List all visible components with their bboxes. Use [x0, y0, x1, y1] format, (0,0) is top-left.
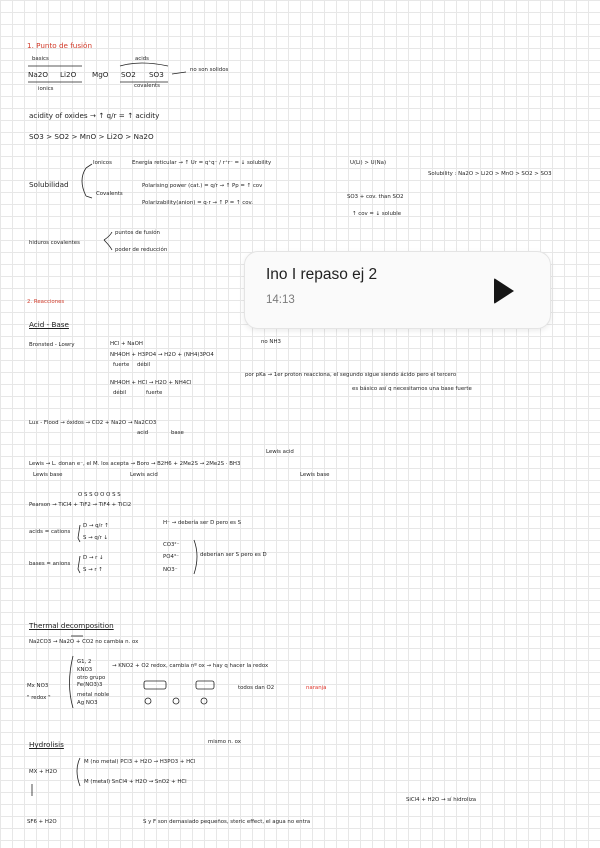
sicl4-hydrolysis: SiCl4 + H2O → sí hidroliza — [406, 797, 477, 803]
label-basics: basics — [32, 56, 49, 62]
otro-grupo: otro grupo — [77, 675, 106, 681]
label-fuerte: fuerte — [113, 362, 130, 368]
label-covalents: covalents — [134, 83, 160, 89]
formula-li2o: Li2O — [60, 70, 77, 79]
reaction-nh4oh-h3po4: NH4OH + H3PO4 → H2O + (NH4)3PO4 — [110, 352, 214, 358]
label-lux-acid: acid — [137, 430, 149, 436]
sf6-h2o: SF6 + H2O — [27, 819, 57, 825]
voice-note-title: Ino I repaso ej 2 — [266, 266, 378, 283]
poder-reduccion: poder de reducción — [115, 247, 168, 253]
section-title-punto-fusion: 1. Punto de fusión — [27, 41, 93, 50]
metal-noble: metal noble — [77, 692, 110, 698]
label-lewis-base-2: Lewis base — [300, 472, 330, 478]
puntos-fusion: puntos de fusión — [115, 230, 160, 236]
label-lux-base: base — [171, 430, 184, 436]
formula-so2: SO2 — [121, 70, 136, 79]
d-r-down: D → r ↓ — [83, 555, 104, 561]
label-fuerte-2: fuerte — [146, 390, 163, 396]
label-solubilidad: Solubilidad — [29, 180, 69, 189]
formula-so3: SO3 — [149, 70, 164, 79]
section-title-reacciones: 2. Reacciones — [27, 299, 65, 305]
na2co3-reaction: Na2CO3 → Na2O + CO2 no cambia n. ox — [29, 639, 139, 645]
no3-ion: NO3⁻ — [163, 567, 178, 573]
u-comparison: U(Li) > U(Na) — [350, 160, 387, 166]
hidruros-covalentes: hiduros covalentes — [29, 240, 80, 246]
s-q-r-down: S → q/r ↓ — [83, 535, 109, 541]
steric-note: S y F son demasiado pequeños, steric effect, el agua no entra — [143, 819, 311, 825]
pearson-marks: O S S O O O S S — [78, 492, 121, 498]
co3-ion: CO3²⁻ — [163, 542, 180, 548]
h-minus-note: H⁻ → debería ser D pero es S — [163, 520, 242, 526]
label-bronsted: Bronsted - Lowry — [29, 342, 75, 348]
lux-flood-line: Lux - Flood → óxidos → CO2 + Na2O → Na2CO3 — [29, 420, 157, 426]
cov-soluble: ↑ cov = ↓ soluble — [352, 211, 402, 217]
hydrolysis-sncl4: M (metal) SnCl4 + H2O → SnO2 + HCl — [84, 779, 187, 785]
bases-anions: bases = anions — [29, 561, 71, 567]
formula-mgo: MgO — [92, 70, 109, 79]
hydrolysis-pcl3: M (no metal) PCl3 + H2O → H3PO3 + HCl — [84, 759, 196, 765]
play-icon[interactable] — [494, 278, 514, 304]
reaction-hcl-naoh: HCl + NaOH — [110, 341, 143, 347]
note-no-nh3: no NH3 — [261, 339, 281, 345]
label-ionics: ionics — [38, 86, 54, 92]
lewis-line: Lewis → L. donan e⁻, el M. los acepta → Boro → B2H6 + 2Me2S → 2Me2S · BH3 — [29, 461, 241, 467]
label-ionicos: Ionicos — [93, 160, 112, 166]
heading-hydrolisis: Hydrolisis — [29, 740, 64, 749]
voice-note-card[interactable] — [244, 251, 551, 329]
naranja-note: naranja — [306, 685, 327, 691]
formula-na2o: Na2O — [28, 70, 49, 79]
ag-no3: Ag NO3 — [77, 700, 98, 706]
label-lewis-acid: Lewis acid — [130, 472, 158, 478]
label-debil: débil — [137, 362, 151, 368]
label-covalents-2: Covalents — [96, 191, 123, 197]
polarizability: Polarizability(anion) = q·r → ↑ P = ↑ cov. — [142, 200, 254, 206]
mx-h2o: MX + H2O — [29, 769, 58, 775]
kno3: KNO3 — [77, 667, 93, 673]
label-mx-no3: Mx NO3 — [27, 683, 49, 689]
label-redox: " redox " — [27, 695, 51, 701]
todos-dan-o2: todos dan O2 — [238, 685, 275, 691]
deberian-note: deberían ser S pero es D — [200, 552, 267, 558]
s-r-up: S → r ↑ — [83, 567, 103, 573]
so3-cov: SO3 + cov. than SO2 — [347, 194, 404, 200]
acidity-line: acidity of oxides → ↑ q/r = ↑ acidity — [29, 111, 160, 120]
label-acids: acids — [135, 56, 149, 62]
order-line: SO3 > SO2 > MnO > Li2O > Na2O — [29, 132, 154, 141]
solubility-order: Solubility : Na2O > Li2O > MnO > SO2 > SO3 — [428, 171, 552, 177]
label-g12: G1, 2 — [77, 659, 92, 665]
label-debil-2: débil — [113, 390, 127, 396]
heading-acid-base: Acid - Base — [29, 320, 69, 329]
reaction-nh4oh-hcl: NH4OH + HCl → H2O + NH4Cl — [110, 380, 192, 386]
pearson-line: Pearson → TiCl4 + TiF2 → TiF4 + TiCl2 — [29, 502, 132, 508]
mismo-n-ox: mismo n. ox — [208, 739, 241, 745]
label-lewis-acid-2: Lewis acid — [266, 449, 294, 455]
kno3-reaction: → KNO2 + O2 redox, cambia nº ox → hay q hacer la redox — [112, 663, 269, 669]
polarising-power: Polarising power (cat.) = q/r → ↑ Pp = ↑ cov — [142, 183, 263, 189]
pka-note-1: por pKa → 1er proton reacciona, el segundo sigue siendo ácido pero el tercero — [245, 372, 457, 378]
pka-note-2: es básico así q necesitamos una base fuerte — [352, 386, 472, 392]
acids-cations: acids = cations — [29, 529, 71, 535]
po4-ion: PO4³⁻ — [163, 554, 179, 560]
d-q-r-up: D → q/r ↑ — [83, 523, 109, 529]
energia-reticular: Energía reticular → ↑ Ur = q⁺q⁻ / r⁺r⁻ = ↓ solubility — [132, 160, 272, 166]
voice-note-duration: 14:13 — [266, 294, 295, 306]
heading-thermal-decomposition: Thermal decomposition — [29, 621, 114, 630]
label-lewis-base: Lewis base — [33, 472, 63, 478]
note-no-solidos: no son solidos — [190, 67, 229, 73]
fe-no3: Fe(NO3)3 — [77, 682, 103, 688]
